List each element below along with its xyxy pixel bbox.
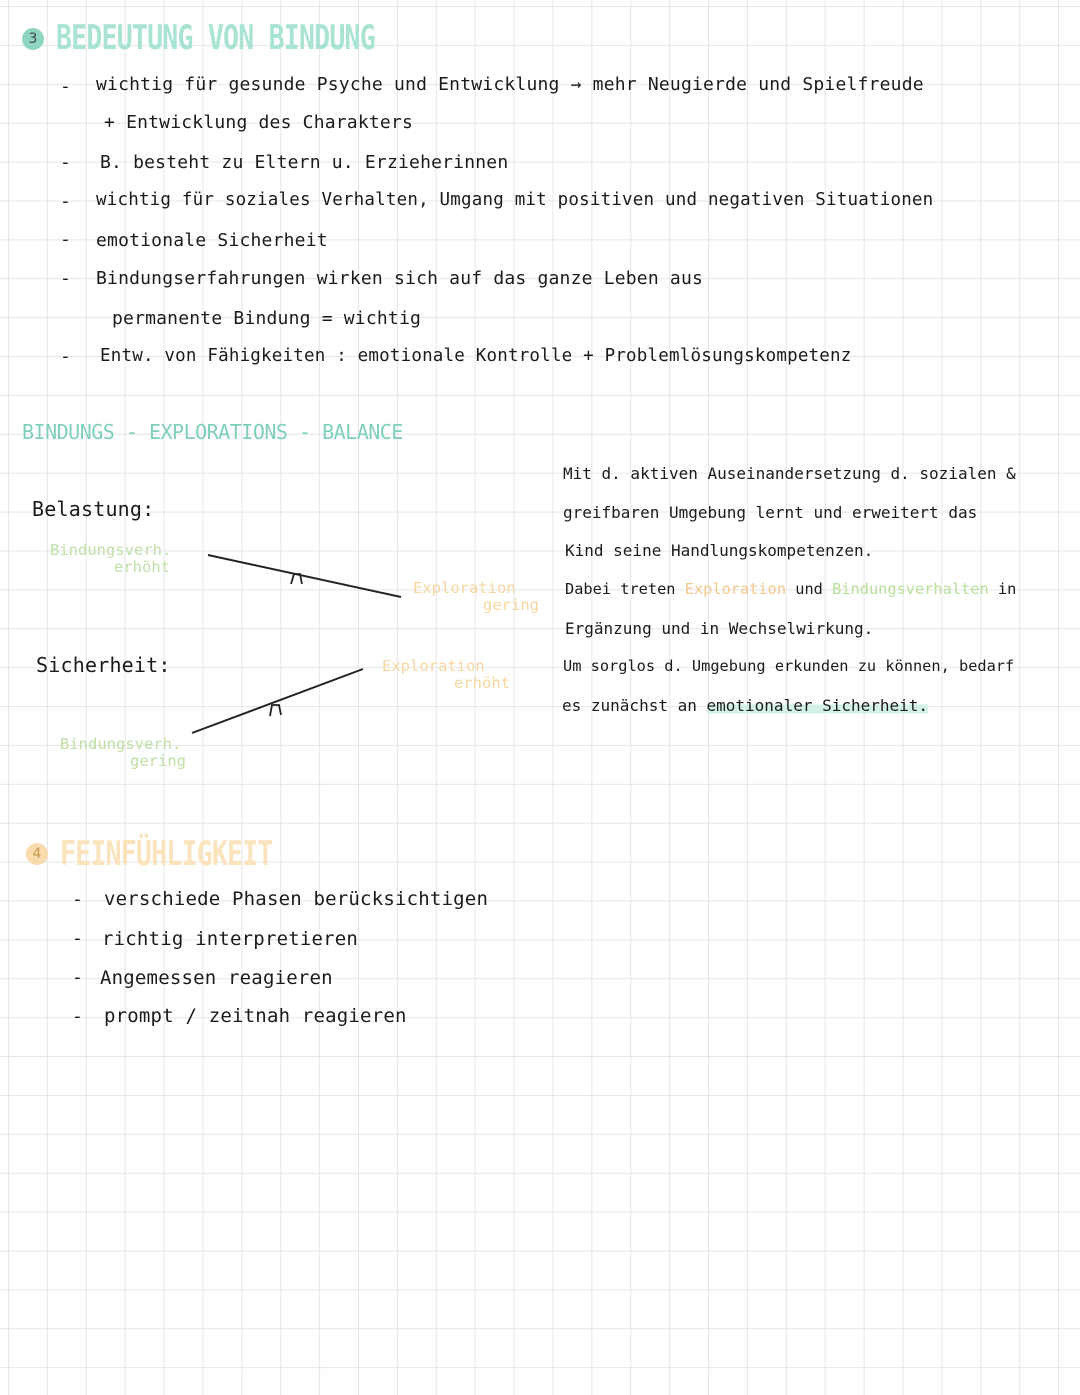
bullet-continuation: + Entwicklung des Charakters — [104, 112, 414, 133]
bullet-text: wichtig für soziales Verhalten, Umgang mit positiven und negativen Situationen — [96, 190, 934, 210]
section-3-title: BEDEUTUNG VON BINDUNG — [56, 18, 375, 58]
bullet-text: Angemessen reagieren — [100, 967, 333, 989]
bullet-dash: - — [60, 268, 71, 289]
bullet-text: prompt / zeitnah reagieren — [104, 1005, 407, 1027]
belastung-right-label: Exploration gering — [413, 579, 539, 614]
section-4-title: FEINFÜHLIGKEIT — [60, 834, 273, 874]
bullet-dash: - — [60, 346, 71, 367]
bullet-text: wichtig für gesunde Psyche und Entwicklung → mehr Neugierde und Spielfreude — [96, 74, 924, 95]
bullet-dash: - — [72, 1006, 83, 1027]
bullet-dash: - — [60, 191, 71, 212]
balance-paragraph-line: Ergänzung und in Wechselwirkung. — [565, 619, 874, 638]
seesaw-belastung-beam — [208, 555, 401, 597]
balance-paragraph-line: greifbaren Umgebung lernt und erweitert das — [563, 503, 978, 522]
bullet-text: verschiede Phasen berücksichtigen — [104, 888, 489, 910]
bullet-text: emotionale Sicherheit — [96, 230, 328, 251]
balance-paragraph-line: es zunächst an emotionaler Sicherheit. — [562, 696, 929, 715]
balance-paragraph-line: Um sorglos d. Umgebung erkunden zu können, bedarf — [563, 657, 1015, 675]
belastung-label: Belastung: — [32, 497, 155, 521]
sicherheit-label: Sicherheit: — [36, 653, 171, 677]
bullet-text: richtig interpretieren — [102, 928, 359, 950]
section-4-number: 4 — [26, 843, 48, 865]
bullet-dash: - — [60, 152, 71, 173]
highlighted-phrase: emotionaler Sicherheit. — [706, 696, 929, 715]
seesaw-sicherheit-beam — [192, 669, 363, 733]
bullet-text: Bindungserfahrungen wirken sich auf das ganze Leben aus — [96, 268, 704, 289]
bullet-dash: - — [72, 928, 83, 949]
bindungsverhalten-word: Bindungsverhalten — [832, 580, 989, 598]
balance-title: BINDUNGS - EXPLORATIONS - BALANCE — [22, 420, 403, 444]
bullet-dash: - — [72, 967, 83, 988]
seesaw-sicherheit-pivot — [270, 705, 281, 716]
bullet-text: B. besteht zu Eltern u. Erzieherinnen — [100, 152, 509, 173]
sicherheit-right-label: Exploration erhöht — [382, 657, 510, 692]
balance-paragraph-line: Mit d. aktiven Auseinandersetzung d. sozialen & — [563, 464, 1016, 483]
bullet-continuation: permanente Bindung = wichtig — [112, 308, 422, 329]
bullet-text: Entw. von Fähigkeiten : emotionale Kontrolle + Problemlösungskompetenz — [100, 346, 852, 366]
belastung-left-label: Bindungsverh. erhöht — [50, 541, 172, 576]
seesaw-diagram — [180, 540, 600, 770]
bullet-dash: - — [60, 229, 71, 250]
balance-paragraph-line: Dabei treten Exploration und Bindungsverhalten in — [565, 580, 1017, 598]
bullet-dash: - — [60, 76, 71, 97]
exploration-word: Exploration — [684, 580, 787, 598]
sicherheit-left-label: Bindungsverh. gering — [60, 735, 186, 770]
balance-paragraph-line: Kind seine Handlungskompetenzen. — [565, 541, 874, 560]
bullet-dash: - — [72, 889, 83, 910]
seesaw-belastung-pivot — [291, 574, 302, 584]
section-3-number: 3 — [22, 28, 44, 50]
